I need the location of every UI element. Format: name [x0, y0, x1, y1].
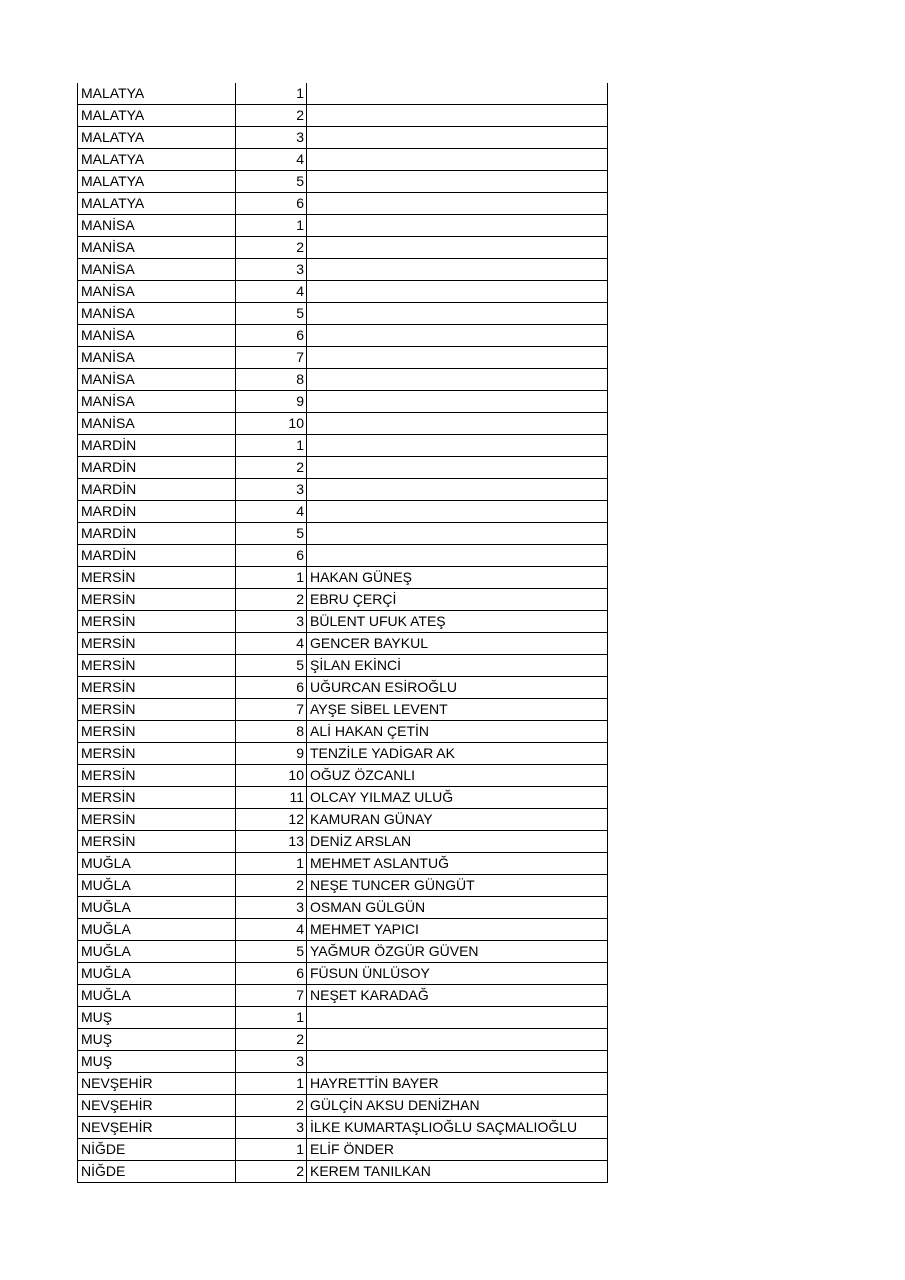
- candidate-name-cell: İLKE KUMARTAŞLIOĞLU SAÇMALIOĞLU: [307, 1117, 608, 1139]
- table-row: [78, 1095, 608, 1117]
- candidate-name-cell: [307, 435, 608, 457]
- rank-cell: 2: [236, 457, 307, 479]
- table-row: [78, 941, 608, 963]
- candidate-name-cell: [307, 1007, 608, 1029]
- table-row: [78, 281, 608, 303]
- province-cell: MERSİN: [78, 699, 236, 721]
- table-row: [78, 193, 608, 215]
- rank-cell: 3: [236, 611, 307, 633]
- table-row: [78, 1161, 608, 1183]
- table-row: [78, 655, 608, 677]
- rank-cell: 1: [236, 1073, 307, 1095]
- table-row: [78, 743, 608, 765]
- rank-cell: 10: [236, 765, 307, 787]
- table-row: [78, 523, 608, 545]
- candidate-name-cell: MEHMET ASLANTUĞ: [307, 853, 608, 875]
- province-cell: MANİSA: [78, 215, 236, 237]
- rank-cell: 5: [236, 303, 307, 325]
- rank-cell: 7: [236, 699, 307, 721]
- rank-cell: 11: [236, 787, 307, 809]
- rank-cell: 7: [236, 985, 307, 1007]
- candidate-name-cell: [307, 83, 608, 105]
- table-row: [78, 633, 608, 655]
- province-cell: MANİSA: [78, 391, 236, 413]
- table-row: [78, 831, 608, 853]
- province-cell: MARDİN: [78, 523, 236, 545]
- candidate-name-cell: [307, 149, 608, 171]
- rank-cell: 4: [236, 501, 307, 523]
- candidate-name-cell: [307, 127, 608, 149]
- candidate-name-cell: ELİF ÖNDER: [307, 1139, 608, 1161]
- province-cell: MANİSA: [78, 413, 236, 435]
- province-cell: MERSİN: [78, 765, 236, 787]
- rank-cell: 10: [236, 413, 307, 435]
- candidate-name-cell: [307, 237, 608, 259]
- candidate-name-cell: KEREM TANILKAN: [307, 1161, 608, 1183]
- rank-cell: 6: [236, 545, 307, 567]
- candidate-name-cell: [307, 523, 608, 545]
- province-cell: MALATYA: [78, 171, 236, 193]
- province-cell: MANİSA: [78, 281, 236, 303]
- candidate-name-cell: YAĞMUR ÖZGÜR GÜVEN: [307, 941, 608, 963]
- province-cell: MANİSA: [78, 369, 236, 391]
- province-cell: NEVŞEHİR: [78, 1073, 236, 1095]
- table-row: [78, 897, 608, 919]
- candidate-name-cell: TENZİLE YADİGAR AK: [307, 743, 608, 765]
- candidate-name-cell: [307, 1029, 608, 1051]
- province-cell: MARDİN: [78, 435, 236, 457]
- rank-cell: 3: [236, 479, 307, 501]
- rank-cell: 9: [236, 391, 307, 413]
- candidate-name-cell: OĞUZ ÖZCANLI: [307, 765, 608, 787]
- rank-cell: 3: [236, 1051, 307, 1073]
- candidate-name-cell: [307, 303, 608, 325]
- candidate-name-cell: ŞİLAN EKİNCİ: [307, 655, 608, 677]
- rank-cell: 2: [236, 105, 307, 127]
- province-cell: MARDİN: [78, 457, 236, 479]
- province-cell: MUĞLA: [78, 897, 236, 919]
- rank-cell: 6: [236, 677, 307, 699]
- province-cell: MUŞ: [78, 1051, 236, 1073]
- table-row: [78, 413, 608, 435]
- rank-cell: 12: [236, 809, 307, 831]
- candidate-name-cell: [307, 545, 608, 567]
- candidate-name-cell: [307, 457, 608, 479]
- candidate-name-cell: OSMAN GÜLGÜN: [307, 897, 608, 919]
- province-cell: MANİSA: [78, 237, 236, 259]
- rank-cell: 6: [236, 325, 307, 347]
- province-cell: MERSİN: [78, 787, 236, 809]
- province-cell: MERSİN: [78, 809, 236, 831]
- rank-cell: 3: [236, 897, 307, 919]
- table-row: [78, 325, 608, 347]
- province-cell: MALATYA: [78, 193, 236, 215]
- candidate-name-cell: FÜSUN ÜNLÜSOY: [307, 963, 608, 985]
- rank-cell: 5: [236, 523, 307, 545]
- table-row: [78, 435, 608, 457]
- province-cell: MANİSA: [78, 303, 236, 325]
- rank-cell: 1: [236, 1139, 307, 1161]
- province-cell: MANİSA: [78, 259, 236, 281]
- candidate-name-cell: [307, 215, 608, 237]
- table-row: [78, 1139, 608, 1161]
- rank-cell: 3: [236, 127, 307, 149]
- rank-cell: 7: [236, 347, 307, 369]
- rank-cell: 1: [236, 1007, 307, 1029]
- table-row: [78, 611, 608, 633]
- candidate-name-cell: HAYRETTİN BAYER: [307, 1073, 608, 1095]
- rank-cell: 5: [236, 171, 307, 193]
- province-cell: MALATYA: [78, 149, 236, 171]
- rank-cell: 9: [236, 743, 307, 765]
- candidate-name-cell: [307, 347, 608, 369]
- province-cell: MUĞLA: [78, 941, 236, 963]
- candidate-name-cell: [307, 1051, 608, 1073]
- rank-cell: 13: [236, 831, 307, 853]
- province-cell: MARDİN: [78, 479, 236, 501]
- rank-cell: 5: [236, 655, 307, 677]
- province-cell: MERSİN: [78, 633, 236, 655]
- province-cell: MUŞ: [78, 1029, 236, 1051]
- candidate-name-cell: AYŞE SİBEL LEVENT: [307, 699, 608, 721]
- province-cell: MANİSA: [78, 325, 236, 347]
- province-cell: MALATYA: [78, 83, 236, 105]
- table-row: [78, 963, 608, 985]
- table-row: [78, 853, 608, 875]
- candidate-name-cell: [307, 325, 608, 347]
- table-row: [78, 589, 608, 611]
- table-row: [78, 347, 608, 369]
- candidate-name-cell: [307, 413, 608, 435]
- province-cell: MUĞLA: [78, 853, 236, 875]
- candidate-name-cell: [307, 171, 608, 193]
- table-row: [78, 1051, 608, 1073]
- candidate-table: [77, 83, 608, 1183]
- rank-cell: 3: [236, 259, 307, 281]
- province-cell: NİĞDE: [78, 1161, 236, 1183]
- table-row: [78, 1117, 608, 1139]
- table-row: [78, 765, 608, 787]
- rank-cell: 8: [236, 721, 307, 743]
- candidate-table-body: [78, 83, 608, 1183]
- candidate-name-cell: [307, 479, 608, 501]
- table-row: [78, 171, 608, 193]
- province-cell: MUĞLA: [78, 919, 236, 941]
- table-row: [78, 1007, 608, 1029]
- candidate-name-cell: DENİZ ARSLAN: [307, 831, 608, 853]
- province-cell: MUĞLA: [78, 985, 236, 1007]
- table-row: [78, 83, 608, 105]
- table-row: [78, 259, 608, 281]
- rank-cell: 2: [236, 1029, 307, 1051]
- table-row: [78, 699, 608, 721]
- province-cell: NİĞDE: [78, 1139, 236, 1161]
- table-row: [78, 391, 608, 413]
- rank-cell: 4: [236, 633, 307, 655]
- table-row: [78, 875, 608, 897]
- rank-cell: 2: [236, 237, 307, 259]
- rank-cell: 4: [236, 149, 307, 171]
- rank-cell: 1: [236, 215, 307, 237]
- candidate-name-cell: [307, 369, 608, 391]
- candidate-name-cell: UĞURCAN ESİROĞLU: [307, 677, 608, 699]
- rank-cell: 2: [236, 875, 307, 897]
- table-row: [78, 237, 608, 259]
- rank-cell: 3: [236, 1117, 307, 1139]
- rank-cell: 1: [236, 567, 307, 589]
- table-row: [78, 479, 608, 501]
- rank-cell: 1: [236, 853, 307, 875]
- rank-cell: 2: [236, 589, 307, 611]
- table-row: [78, 369, 608, 391]
- candidate-name-cell: [307, 391, 608, 413]
- candidate-name-cell: NEŞET KARADAĞ: [307, 985, 608, 1007]
- table-row: [78, 457, 608, 479]
- candidate-name-cell: [307, 501, 608, 523]
- table-row: [78, 1029, 608, 1051]
- candidate-name-cell: GÜLÇİN AKSU DENİZHAN: [307, 1095, 608, 1117]
- rank-cell: 1: [236, 83, 307, 105]
- rank-cell: 4: [236, 281, 307, 303]
- rank-cell: 6: [236, 963, 307, 985]
- candidate-name-cell: [307, 259, 608, 281]
- province-cell: MERSİN: [78, 589, 236, 611]
- table-row: [78, 303, 608, 325]
- province-cell: MERSİN: [78, 721, 236, 743]
- rank-cell: 4: [236, 919, 307, 941]
- table-row: [78, 215, 608, 237]
- candidate-name-cell: OLCAY YILMAZ ULUĞ: [307, 787, 608, 809]
- rank-cell: 8: [236, 369, 307, 391]
- rank-cell: 2: [236, 1161, 307, 1183]
- candidate-name-cell: KAMURAN GÜNAY: [307, 809, 608, 831]
- table-row: [78, 809, 608, 831]
- province-cell: NEVŞEHİR: [78, 1095, 236, 1117]
- province-cell: MALATYA: [78, 127, 236, 149]
- candidate-name-cell: EBRU ÇERÇİ: [307, 589, 608, 611]
- province-cell: MARDİN: [78, 501, 236, 523]
- province-cell: MERSİN: [78, 831, 236, 853]
- table-row: [78, 677, 608, 699]
- province-cell: MERSİN: [78, 655, 236, 677]
- province-cell: MALATYA: [78, 105, 236, 127]
- table-row: [78, 127, 608, 149]
- table-row: [78, 105, 608, 127]
- province-cell: MERSİN: [78, 677, 236, 699]
- candidate-name-cell: [307, 193, 608, 215]
- rank-cell: 5: [236, 941, 307, 963]
- table-row: [78, 567, 608, 589]
- candidate-name-cell: ALİ HAKAN ÇETİN: [307, 721, 608, 743]
- province-cell: MANİSA: [78, 347, 236, 369]
- table-row: [78, 787, 608, 809]
- rank-cell: 2: [236, 1095, 307, 1117]
- table-row: [78, 501, 608, 523]
- candidate-name-cell: [307, 105, 608, 127]
- rank-cell: 6: [236, 193, 307, 215]
- candidate-name-cell: BÜLENT UFUK ATEŞ: [307, 611, 608, 633]
- province-cell: MARDİN: [78, 545, 236, 567]
- province-cell: MUŞ: [78, 1007, 236, 1029]
- candidate-name-cell: MEHMET YAPICI: [307, 919, 608, 941]
- rank-cell: 1: [236, 435, 307, 457]
- table-row: [78, 985, 608, 1007]
- province-cell: MUĞLA: [78, 875, 236, 897]
- table-row: [78, 545, 608, 567]
- province-cell: MERSİN: [78, 567, 236, 589]
- candidate-name-cell: HAKAN GÜNEŞ: [307, 567, 608, 589]
- province-cell: MERSİN: [78, 743, 236, 765]
- candidate-name-cell: NEŞE TUNCER GÜNGÜT: [307, 875, 608, 897]
- candidate-name-cell: GENCER BAYKUL: [307, 633, 608, 655]
- candidate-name-cell: [307, 281, 608, 303]
- table-row: [78, 721, 608, 743]
- province-cell: MUĞLA: [78, 963, 236, 985]
- table-row: [78, 1073, 608, 1095]
- province-cell: MERSİN: [78, 611, 236, 633]
- table-row: [78, 149, 608, 171]
- table-row: [78, 919, 608, 941]
- province-cell: NEVŞEHİR: [78, 1117, 236, 1139]
